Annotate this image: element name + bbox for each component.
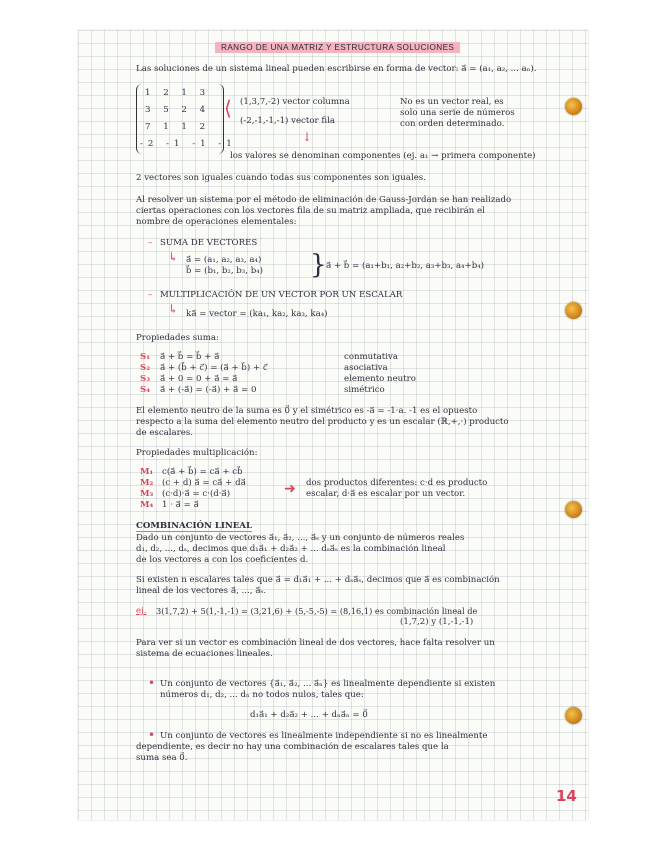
down-arrow-icon: ↓ <box>302 130 313 144</box>
mult-props-heading: Propiedades multiplicación: <box>136 448 258 458</box>
gauss-text-3: nombre de operaciones elementales: <box>136 217 297 227</box>
independent-1: Un conjunto de vectores es linealmente independiente si no es linealmente <box>160 731 488 741</box>
linear-combination-heading: COMBINACIÓN LINEAL <box>136 521 253 531</box>
independent-2: dependiente, es decir no hay una combinación de escalares tales que la <box>136 742 449 752</box>
components-note: los valores se denominan componentes (ej. a₁ → primera componente) <box>230 151 536 161</box>
example-matrix <box>136 84 237 154</box>
prop-name: conmutativa <box>344 352 398 362</box>
lc-exists-1: Si existen n escalares tales que a⃗ = d₁a⃗₁ + ... + dₛa⃗ₛ, decimos que a⃗ es combinación <box>136 575 500 585</box>
matrix-row: 7 1 1 2 <box>145 122 211 132</box>
prop-tag: M₂ <box>140 478 154 488</box>
prop-formula: (c·d)·a⃗ = c·(d·a⃗) <box>162 489 231 499</box>
sum-vector-b: b⃗ = (b₁, b₂, b₃, b₄) <box>186 266 263 276</box>
prop-formula: c(a⃗ + b⃗) = ca⃗ + cb⃗ <box>162 467 243 477</box>
right-arrow-icon: ➜ <box>284 481 296 497</box>
example-label: ej. <box>136 606 147 616</box>
prop-tag: S₄ <box>140 385 150 395</box>
prop-tag: S₁ <box>140 352 150 362</box>
bullet-icon: • <box>148 728 156 742</box>
gauss-text-1: Al resolver un sistema por el método de eliminación de Gauss-Jordan se han realizado <box>136 195 512 205</box>
prop-formula: a⃗ + (-a⃗) = (-a⃗) + a⃗ = 0 <box>160 385 257 395</box>
neutral-text-2: respecto a la suma del elemento neutro del producto y es un escalar (ℝ,+,·) producto <box>136 417 509 427</box>
prop-tag: S₃ <box>140 374 150 384</box>
neutral-text-3: de escalares. <box>136 428 193 438</box>
page-number: 14 <box>556 787 577 805</box>
matrix-row: 1 2 1 3 <box>145 88 211 98</box>
dependent-1: Un conjunto de vectores {a⃗₁, a⃗₂, ... a⃗ₙ} es linealmente dependiente si existen <box>160 679 496 689</box>
lc-def-1: Dado un conjunto de vectores a⃗₁, a⃗₂, ..., a⃗ₛ y un conjunto de números reales <box>136 533 465 543</box>
prop-formula: a⃗ + (b⃗ + c⃗) = (a⃗ + b⃗) + c⃗ <box>160 363 268 373</box>
brace-icon: } <box>310 250 327 280</box>
intro-text: Las soluciones de un sistema lineal pueden escribirse en forma de vector: a⃗ = (a₁, a₂, ... aₙ). <box>136 64 537 74</box>
prop-formula: (c + d) a⃗ = ca⃗ + da⃗ <box>162 478 246 488</box>
bullet-icon: • <box>148 676 156 690</box>
row-vector-label: (-2,-1,-1,-1) vector fila <box>240 116 335 126</box>
prop-tag: S₂ <box>140 363 150 373</box>
neutral-text-1: El elemento neutro de la suma es 0⃗ y el simétrico es -a⃗ = -1·a. -1 es el opuesto <box>136 406 478 416</box>
example-line-2: (1,7,2) y (1,-1,-1) <box>400 617 474 627</box>
mult-formula: ka⃗ = vector = (ka₁, ka₂, ka₃, ka₄) <box>186 309 328 319</box>
independent-3: suma sea 0⃗. <box>136 753 188 763</box>
prop-formula: a⃗ + b⃗ = b⃗ + a⃗ <box>160 352 220 362</box>
binder-hole-1 <box>565 98 582 115</box>
page-title: RANGO DE UNA MATRIZ Y ESTRUCTURA SOLUCIONES <box>215 42 460 53</box>
sum-result: a⃗ + b⃗ = (a₁+b₁, a₂+b₂, a₃+b₃, a₄+b₄) <box>326 261 485 271</box>
equal-vectors-text: 2 vectores son iguales cuando todas sus componentes son iguales. <box>136 173 426 183</box>
two-products-1: dos productos diferentes: c·d es producto <box>306 478 488 488</box>
lc-def-3: de los vectores a con los coeficientes d. <box>136 555 309 565</box>
dependent-formula: d₁a⃗₁ + d₂a⃗₂ + ... + dₙa⃗ₙ = 0⃗ <box>250 710 368 720</box>
binder-hole-2 <box>565 302 582 319</box>
two-products-2: escalar, d·a⃗ es escalar por un vector. <box>306 489 466 499</box>
bullet-icon: – <box>148 238 153 248</box>
to-check-1: Para ver si un vector es combinación lineal de dos vectores, hace falta resolver un <box>136 638 495 648</box>
not-real-note-2: solo una serie de números <box>400 108 515 118</box>
sum-heading: SUMA DE VECTORES <box>160 238 258 248</box>
matrix-row: -2 -1 -1 -1 <box>140 139 237 149</box>
matrix-row: 3 5 2 4 <box>145 105 211 115</box>
prop-name: elemento neutro <box>344 374 416 384</box>
example-line: 3(1,7,2) + 5(1,-1,-1) = (3,21,6) + (5,-5,-5) = (8,16,1) es combinación lineal de <box>156 606 478 616</box>
prop-tag: M₁ <box>140 467 154 477</box>
binder-hole-3 <box>565 501 582 518</box>
corner-arrow-icon: ↳ <box>168 250 179 264</box>
column-vector-label: (1,3,7,-2) vector columna <box>240 97 350 107</box>
prop-tag: M₄ <box>140 500 154 510</box>
prop-name: simétrico <box>344 385 385 395</box>
not-real-note-3: con orden determinado. <box>400 119 505 129</box>
gauss-text-2: ciertas operaciones con los vectores fila de su matriz ampliada, que recibirán el <box>136 206 485 216</box>
corner-arrow-icon: ↳ <box>168 302 179 316</box>
lc-def-2: d₁, d₂, ..., dₛ, decimos que d₁a⃗₁ + d₂a⃗₂ + ... dₛa⃗ₛ es la combinación lineal <box>136 544 446 554</box>
to-check-2: sistema de ecuaciones lineales. <box>136 649 273 659</box>
prop-tag: M₃ <box>140 489 154 499</box>
prop-formula: a⃗ + 0 = 0 + a⃗ = a⃗ <box>160 374 238 384</box>
branch-arrow-icon: ⟨ <box>224 96 232 120</box>
sum-vector-a: a⃗ = (a₁, a₂, a₃, a₄) <box>186 255 262 265</box>
not-real-note-1: No es un vector real, es <box>400 97 504 107</box>
sum-props-heading: Propiedades suma: <box>136 333 219 343</box>
bullet-icon: – <box>148 290 153 300</box>
dependent-2: números d₁, d₂, ... dₙ no todos nulos, tales que: <box>160 690 364 700</box>
lc-exists-2: lineal de los vectores a⃗, ..., a⃗ₛ. <box>136 586 267 596</box>
mult-heading: MULTIPLICACIÓN DE UN VECTOR POR UN ESCALAR <box>160 290 403 300</box>
prop-formula: 1 · a⃗ = a⃗ <box>162 500 199 510</box>
prop-name: asociativa <box>344 363 388 373</box>
binder-hole-4 <box>565 707 582 724</box>
